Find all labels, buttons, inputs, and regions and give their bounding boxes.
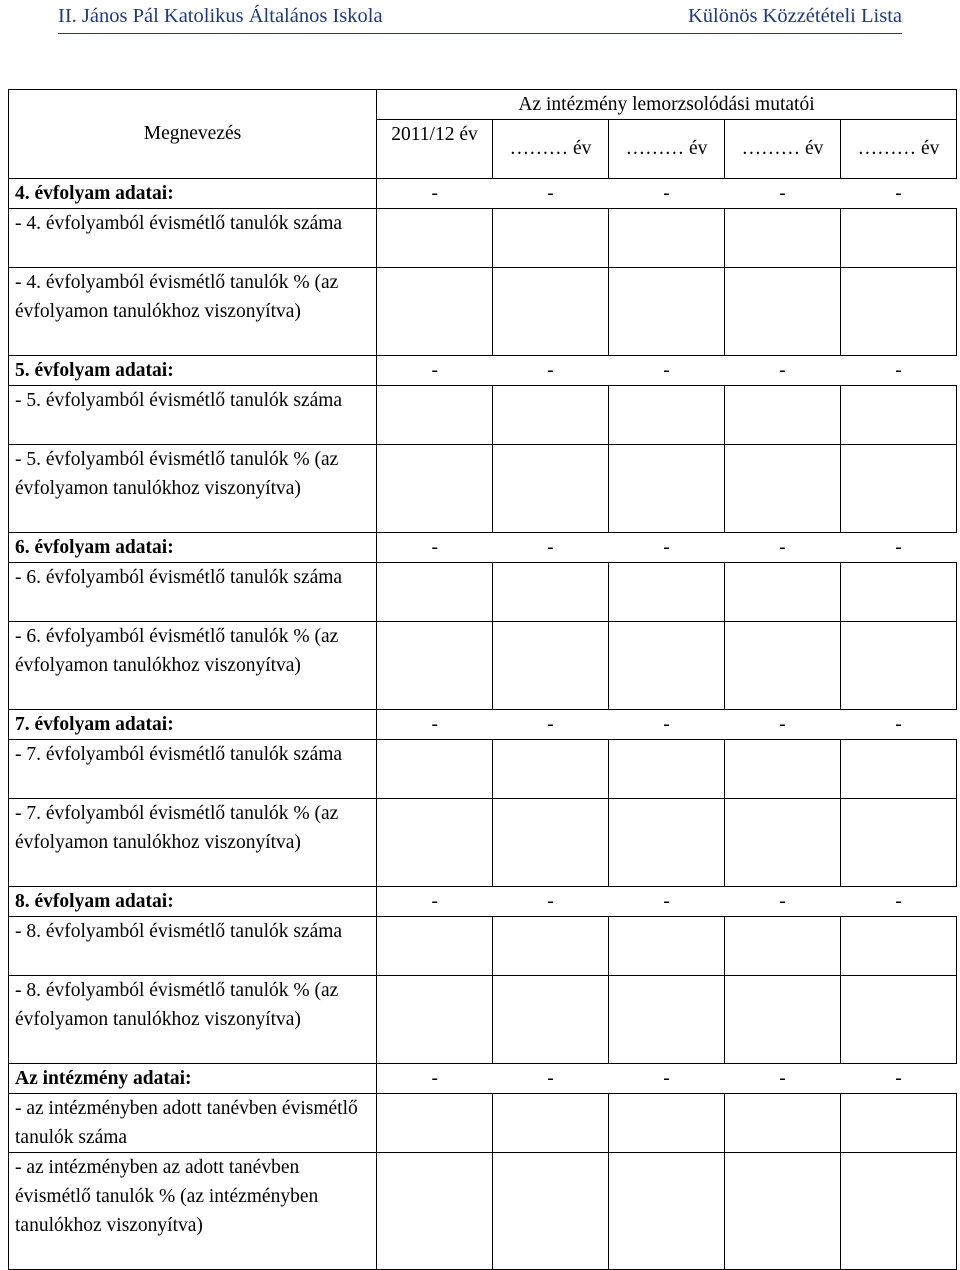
value-cell — [609, 445, 725, 533]
value-cell — [377, 976, 493, 1064]
value-cell — [841, 622, 957, 710]
dash-cell: - — [895, 183, 902, 204]
dash-cell: - — [895, 537, 902, 558]
table-row — [9, 740, 957, 799]
dash-cell: - — [779, 891, 786, 912]
dash-cell: - — [663, 360, 670, 381]
dash-cell: - — [547, 1068, 554, 1089]
value-cell — [493, 917, 609, 976]
value-cell — [377, 268, 493, 356]
row-label: - 7. évfolyamból évismétlő tanulók száma — [9, 740, 377, 799]
value-cell — [377, 563, 493, 622]
table-row — [9, 917, 957, 976]
value-cell — [841, 268, 957, 356]
value-cell — [609, 622, 725, 710]
value-cell — [725, 799, 841, 887]
dash-cell: - — [431, 891, 438, 912]
row-label: - 7. évfolyamból évismétlő tanulók % (az évfolyamon tanulókhoz viszonyítva) — [9, 799, 377, 887]
dash-cell: - — [779, 714, 786, 735]
value-cell — [609, 209, 725, 268]
value-cell — [725, 563, 841, 622]
value-cell — [841, 1094, 957, 1153]
dash-cell: - — [663, 183, 670, 204]
table-row — [9, 268, 957, 356]
dash-cell: - — [663, 537, 670, 558]
value-cell — [493, 740, 609, 799]
value-cell — [493, 386, 609, 445]
value-cell — [377, 445, 493, 533]
dash-cell: - — [663, 891, 670, 912]
dash-cell: - — [547, 714, 554, 735]
header-rule — [58, 33, 902, 34]
row-label: - az intézményben az adott tanévben évismétlő tanulók % (az intézményben tanulókhoz viszonyítva) — [9, 1153, 377, 1270]
dash-cell: - — [779, 537, 786, 558]
value-cell — [725, 976, 841, 1064]
dash-cell: - — [779, 183, 786, 204]
school-name: II. János Pál Katolikus Általános Iskola — [58, 5, 383, 27]
value-cell — [377, 917, 493, 976]
section-row — [9, 533, 957, 563]
value-cell — [609, 1094, 725, 1153]
year-header: ……… év — [841, 120, 957, 179]
dash-cell: - — [431, 360, 438, 381]
table-row — [9, 563, 957, 622]
value-cell — [841, 740, 957, 799]
value-cell — [725, 1094, 841, 1153]
value-cell — [377, 799, 493, 887]
dropout-indicators-table — [8, 89, 957, 1270]
value-cell — [377, 622, 493, 710]
value-cell — [377, 1094, 493, 1153]
table-row — [9, 1153, 957, 1270]
dash-cell: - — [779, 360, 786, 381]
value-cell — [493, 1094, 609, 1153]
value-cell — [725, 268, 841, 356]
value-cell — [493, 799, 609, 887]
section-row — [9, 179, 957, 209]
section-row — [9, 1064, 957, 1094]
dash-cell: - — [663, 1068, 670, 1089]
dash-cell: - — [547, 537, 554, 558]
dash-cell: - — [547, 183, 554, 204]
section-label: Az intézmény adatai: — [9, 1064, 377, 1094]
value-cell — [841, 386, 957, 445]
value-cell — [377, 740, 493, 799]
row-label: - 6. évfolyamból évismétlő tanulók % (az évfolyamon tanulókhoz viszonyítva) — [9, 622, 377, 710]
row-label: - 8. évfolyamból évismétlő tanulók % (az évfolyamon tanulókhoz viszonyítva) — [9, 976, 377, 1064]
section-label: 4. évfolyam adatai: — [9, 179, 377, 209]
value-cell — [493, 209, 609, 268]
dash-cell: - — [431, 183, 438, 204]
value-cell — [377, 386, 493, 445]
section-label: 8. évfolyam adatai: — [9, 887, 377, 917]
dash-cell: - — [431, 1068, 438, 1089]
dash-cell: - — [895, 714, 902, 735]
value-cell — [725, 1153, 841, 1270]
table-row — [9, 622, 957, 710]
row-label: - 4. évfolyamból évismétlő tanulók % (az évfolyamon tanulókhoz viszonyítva) — [9, 268, 377, 356]
page-header — [0, 0, 960, 36]
value-cell — [609, 563, 725, 622]
year-header: ……… év — [725, 120, 841, 179]
table-row — [9, 799, 957, 887]
value-cell — [609, 917, 725, 976]
dash-cell: - — [547, 360, 554, 381]
value-cell — [493, 622, 609, 710]
value-cell — [493, 445, 609, 533]
section-row — [9, 356, 957, 386]
value-cell — [841, 799, 957, 887]
list-title: Különös Közzétételi Lista — [687, 5, 902, 27]
value-cell — [841, 445, 957, 533]
dash-cell: - — [663, 714, 670, 735]
dash-cell: - — [895, 360, 902, 381]
year-header: ……… év — [493, 120, 609, 179]
dash-cell: - — [431, 537, 438, 558]
section-label: 6. évfolyam adatai: — [9, 533, 377, 563]
value-cell — [493, 976, 609, 1064]
table-row — [9, 386, 957, 445]
name-column-header: Megnevezés — [9, 90, 377, 179]
value-cell — [725, 209, 841, 268]
value-cell — [609, 268, 725, 356]
dash-cell: - — [895, 1068, 902, 1089]
row-label: - 8. évfolyamból évismétlő tanulók száma — [9, 917, 377, 976]
value-cell — [725, 386, 841, 445]
value-cell — [377, 209, 493, 268]
value-cell — [841, 563, 957, 622]
value-cell — [841, 917, 957, 976]
row-label: - 6. évfolyamból évismétlő tanulók száma — [9, 563, 377, 622]
value-cell — [841, 209, 957, 268]
value-cell — [725, 622, 841, 710]
dash-cell: - — [895, 891, 902, 912]
header-row-group — [9, 90, 957, 120]
value-cell — [841, 976, 957, 1064]
value-cell — [609, 976, 725, 1064]
row-label: - az intézményben adott tanévben évismétlő tanulók száma — [9, 1094, 377, 1153]
value-cell — [725, 740, 841, 799]
year-header: 2011/12 év — [377, 120, 493, 179]
dash-cell: - — [779, 1068, 786, 1089]
row-label: - 5. évfolyamból évismétlő tanulók % (az évfolyamon tanulókhoz viszonyítva) — [9, 445, 377, 533]
year-header: ……… év — [609, 120, 725, 179]
value-cell — [493, 1153, 609, 1270]
table-body — [9, 179, 957, 1270]
section-row — [9, 710, 957, 740]
dash-cell: - — [431, 714, 438, 735]
dash-cell: - — [547, 891, 554, 912]
value-cell — [609, 740, 725, 799]
group-header: Az intézmény lemorzsolódási mutatói — [377, 90, 957, 120]
row-label: - 4. évfolyamból évismétlő tanulók száma — [9, 209, 377, 268]
row-label: - 5. évfolyamból évismétlő tanulók száma — [9, 386, 377, 445]
section-label: 7. évfolyam adatai: — [9, 710, 377, 740]
value-cell — [725, 917, 841, 976]
value-cell — [493, 563, 609, 622]
value-cell — [377, 1153, 493, 1270]
section-row — [9, 887, 957, 917]
value-cell — [841, 1153, 957, 1270]
table-row — [9, 209, 957, 268]
table-row — [9, 976, 957, 1064]
table-row — [9, 1094, 957, 1153]
table-row — [9, 445, 957, 533]
value-cell — [609, 1153, 725, 1270]
value-cell — [609, 799, 725, 887]
value-cell — [609, 386, 725, 445]
value-cell — [493, 268, 609, 356]
section-label: 5. évfolyam adatai: — [9, 356, 377, 386]
value-cell — [725, 445, 841, 533]
